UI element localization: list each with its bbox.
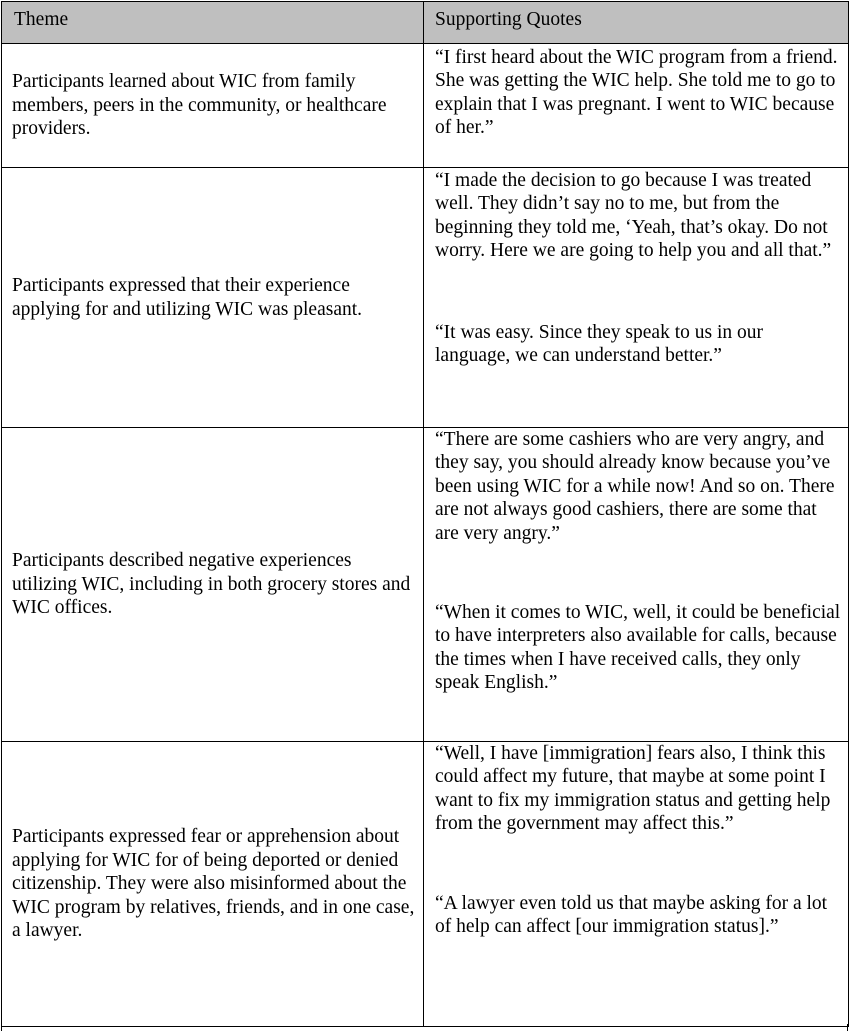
supporting-quote: “I made the decision to go because I was treated well. They didn’t say no to me, but from the beginning they told me, ‘Yeah, that’s okay. Do not worry. Here we are going to help you and all that.” (435, 170, 832, 262)
table-row (2, 742, 849, 1027)
quotes-column-header: Supporting Quotes (424, 2, 849, 44)
quotes-cell (424, 44, 849, 168)
supporting-quote: “There are some cashiers who are very angry, and they say, you should already know because you’ve been using WIC for a while now! And so on. There are not always good cashiers, there are some that are very angry.” (435, 429, 835, 544)
quotes-cell (424, 742, 849, 1027)
supporting-quote: “A lawyer even told us that maybe asking for a lot of help can affect [our immigration status].” (435, 892, 828, 938)
themes-quotes-table (1, 1, 849, 1027)
supporting-quote: “Well, I have [immigration] fears also, I think this could affect my future, that maybe at some point I want to fix my immigration status and getting help from the government may affect this.” (435, 743, 831, 835)
theme-cell: Participants learned about WIC from family members, peers in the community, or healthcare providers. (2, 44, 424, 168)
quotes-cell (424, 168, 849, 428)
table-body (2, 44, 849, 1027)
table-continuation-edge (1, 1024, 848, 1031)
theme-cell: Participants expressed that their experience applying for and utilizing WIC was pleasant. (2, 168, 424, 428)
table-row (2, 428, 849, 742)
supporting-quote: “I first heard about the WIC program from a friend. She was getting the WIC help. She told me to go to explain that I was pregnant. I went to WIC because of her.” (435, 47, 838, 139)
table-row (2, 168, 849, 428)
supporting-quote: “When it comes to WIC, well, it could be beneficial to have interpreters also available for calls, because the times when I have received calls, they only speak English.” (435, 602, 841, 694)
header-row (2, 2, 849, 44)
quotes-cell (424, 428, 849, 742)
table-header (2, 2, 849, 44)
theme-column-header: Theme (2, 2, 424, 44)
theme-cell: Participants described negative experiences utilizing WIC, including in both grocery stores and WIC offices. (2, 428, 424, 742)
table-row (2, 44, 849, 168)
theme-cell: Participants expressed fear or apprehension about applying for WIC for of being deported or denied citizenship. They were also misinformed about the WIC program by relatives, friends, and in one case, a lawyer. (2, 742, 424, 1027)
supporting-quote: “It was easy. Since they speak to us in our language, we can understand better.” (435, 321, 763, 367)
